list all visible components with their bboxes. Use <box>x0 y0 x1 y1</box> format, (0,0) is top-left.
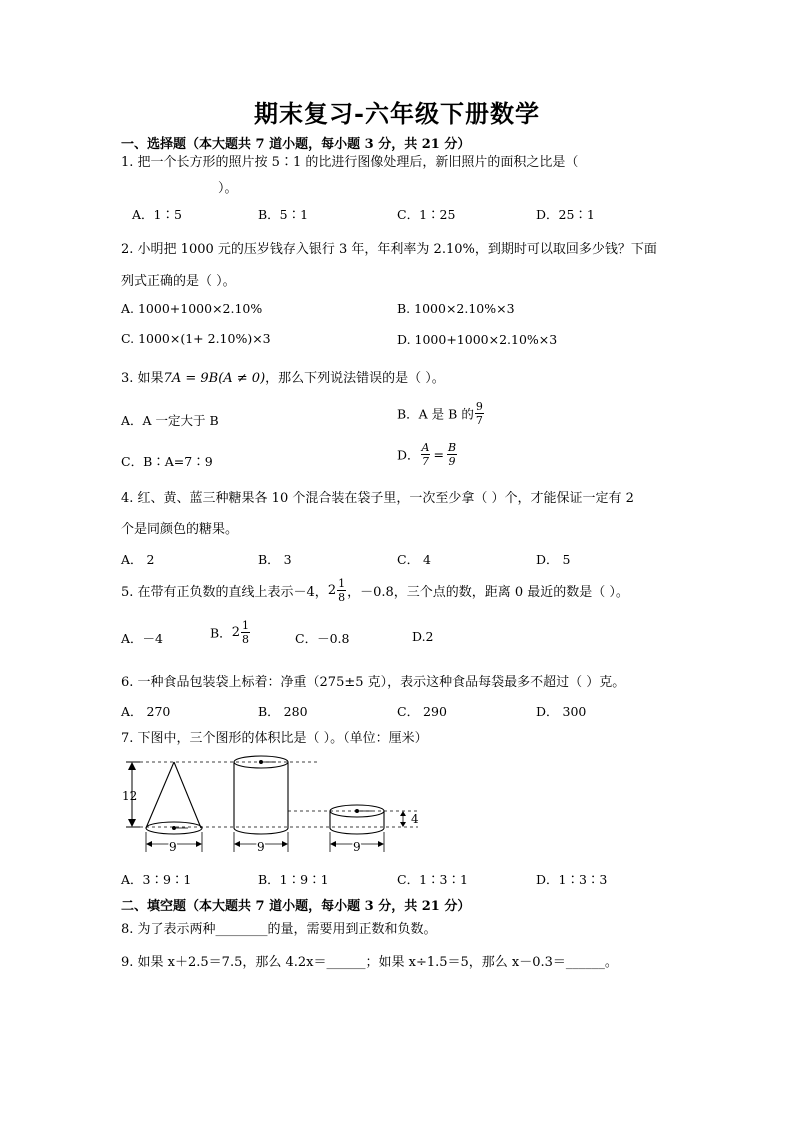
tall-cylinder-bottom <box>234 828 288 834</box>
question-6-line-1: 6. 一种食品包装袋上标着：净重（275±5 克），表示这种食品每袋最多不超过（ ）克。 <box>121 675 626 690</box>
fraction-denominator: 8 <box>241 633 249 646</box>
question-5-line <box>121 578 629 603</box>
question-4-line-1: 4. 红、黄、蓝三种糖果各 10 个混合装在袋子里，一次至少拿（ ）个，才能保证一定有 2 <box>121 491 634 506</box>
fraction-numerator: 1 <box>338 577 346 590</box>
question-5-option-c: C．－0.8 <box>295 631 350 646</box>
question-5-option-b-fraction <box>241 620 250 645</box>
question-3-suffix: ，那么下列说法错误的是（ ）。 <box>265 371 445 386</box>
question-2-option-a: A. 1000+1000×2.10% <box>121 301 263 316</box>
question-3-option-d-label: D． <box>397 447 420 463</box>
question-5-prefix: 5. 在带有正负数的直线上表示－4， <box>121 585 328 600</box>
question-3-option-d-fraction-2 <box>447 442 457 467</box>
question-3-expression: 7A = 9B(A ≠ 0) <box>163 371 266 386</box>
question-4-option-d: D． 5 <box>536 552 571 567</box>
question-5-mixed-whole: 2 <box>327 583 337 598</box>
question-9: 9. 如果 x＋2.5＝7.5，那么 4.2x＝______；如果 x÷1.5＝5，那么 x－0.3＝______。 <box>121 955 618 970</box>
cone-left-edge <box>146 762 174 828</box>
fraction-numerator: A <box>421 441 430 454</box>
section-1-heading: 一、选择题（本大题共 7 道小题，每小题 3 分，共 21 分） <box>121 137 471 152</box>
tall-cylinder-width-label: 9 <box>257 840 265 854</box>
question-1-option-b: B．5∶1 <box>258 207 309 222</box>
cone-height-label: 12 <box>122 789 138 803</box>
question-7-option-a: A．3∶9∶1 <box>121 872 192 887</box>
question-5-option-b <box>210 620 251 645</box>
question-3-option-c: C．B∶A=7∶9 <box>121 454 213 469</box>
page-title: 期末复习-六年级下册数学 <box>254 99 540 128</box>
question-5-option-b-whole: 2 <box>231 625 240 640</box>
fraction-denominator: 8 <box>338 591 346 604</box>
question-2-line-2: 列式正确的是（ ）。 <box>121 274 236 289</box>
question-1-line-1: 1. 把一个长方形的照片按 5∶1 的比进行图像处理后，新旧照片的面积之比是（ <box>121 155 579 170</box>
question-2-option-b: B. 1000×2.10%×3 <box>397 301 515 316</box>
fraction-denominator: 9 <box>448 455 456 468</box>
short-cylinder-bottom <box>330 828 384 834</box>
arrow-head-left <box>330 841 336 847</box>
question-4-option-c: C． 4 <box>397 552 431 567</box>
question-5-option-d: D.2 <box>412 629 434 644</box>
question-6-option-d: D． 300 <box>536 704 587 719</box>
cone-width-label: 9 <box>169 840 177 854</box>
question-6-option-a: A． 270 <box>121 704 171 719</box>
arrow-head-right <box>196 841 202 847</box>
question-5-option-b-label: B． <box>210 625 232 641</box>
fraction-numerator: 1 <box>241 619 249 632</box>
question-4-option-a: A． 2 <box>121 552 155 567</box>
question-3-option-a: A．A 一定大于 B <box>121 413 219 428</box>
question-7-option-d: D．1∶3∶3 <box>536 872 608 887</box>
question-2-line-1: 2. 小明把 1000 元的压岁钱存入银行 3 年，年利率为 2.10%，到期时可以取回多少钱？下面 <box>121 242 657 257</box>
question-3-line <box>121 367 445 386</box>
question-7-option-b: B．1∶9∶1 <box>258 872 329 887</box>
fraction-numerator: 9 <box>475 400 483 413</box>
fraction-denominator: 7 <box>475 414 483 427</box>
question-1-option-d: D．25∶1 <box>536 207 595 222</box>
arrow-head-left <box>234 841 240 847</box>
section-2-heading: 二、填空题（本大题共 7 道小题，每小题 3 分，共 21 分） <box>121 899 471 914</box>
arrow-head-left <box>146 841 152 847</box>
arrow-head-down <box>128 819 136 827</box>
arrow-head-down <box>400 822 406 827</box>
short-cylinder-height-label: 4 <box>411 812 419 826</box>
question-3-option-b-text: B．A 是 B 的 <box>397 406 474 422</box>
question-4-option-b: B． 3 <box>258 552 292 567</box>
question-5-suffix: ，－0.8，三个点的数，距离 0 最近的数是（ ）。 <box>347 585 629 600</box>
arrow-head-right <box>282 841 288 847</box>
question-3-option-d-fraction-1 <box>421 442 431 467</box>
question-8: 8. 为了表示两种________的量，需要用到正数和负数。 <box>121 922 437 937</box>
question-7-line-1: 7. 下图中，三个图形的体积比是（ ）。（单位：厘米） <box>121 731 428 746</box>
arrow-head-up <box>400 811 406 816</box>
question-1-option-c: C．1∶25 <box>397 207 456 222</box>
question-1-line-2: ）。 <box>218 181 238 196</box>
cone-right-edge <box>174 762 201 828</box>
short-cylinder-width-label: 9 <box>353 840 361 854</box>
question-1-option-a: A．1∶5 <box>132 207 182 222</box>
arrow-head-up <box>128 762 136 770</box>
question-2-option-c: C. 1000×(1+ 2.10%)×3 <box>121 331 271 346</box>
question-7-figure <box>118 752 428 862</box>
question-7-option-c: C．1∶3∶1 <box>397 872 468 887</box>
arrow-head-right <box>378 841 384 847</box>
question-6-option-b: B． 280 <box>258 704 308 719</box>
fraction-denominator: 7 <box>422 455 429 468</box>
question-5-mixed-fraction <box>337 578 346 603</box>
question-3-option-b <box>397 401 485 426</box>
question-5-option-a: A．－4 <box>121 631 163 646</box>
fraction-numerator: B <box>447 441 457 454</box>
question-4-line-2: 个是同颜色的糖果。 <box>121 522 239 537</box>
question-2-option-d: D. 1000+1000×2.10%×3 <box>397 332 558 347</box>
question-3-prefix: 3. 如果 <box>121 371 164 386</box>
equals-sign: = <box>433 447 444 462</box>
question-6-option-c: C． 290 <box>397 704 447 719</box>
question-3-option-d <box>397 442 458 467</box>
question-3-option-b-fraction <box>475 401 484 426</box>
